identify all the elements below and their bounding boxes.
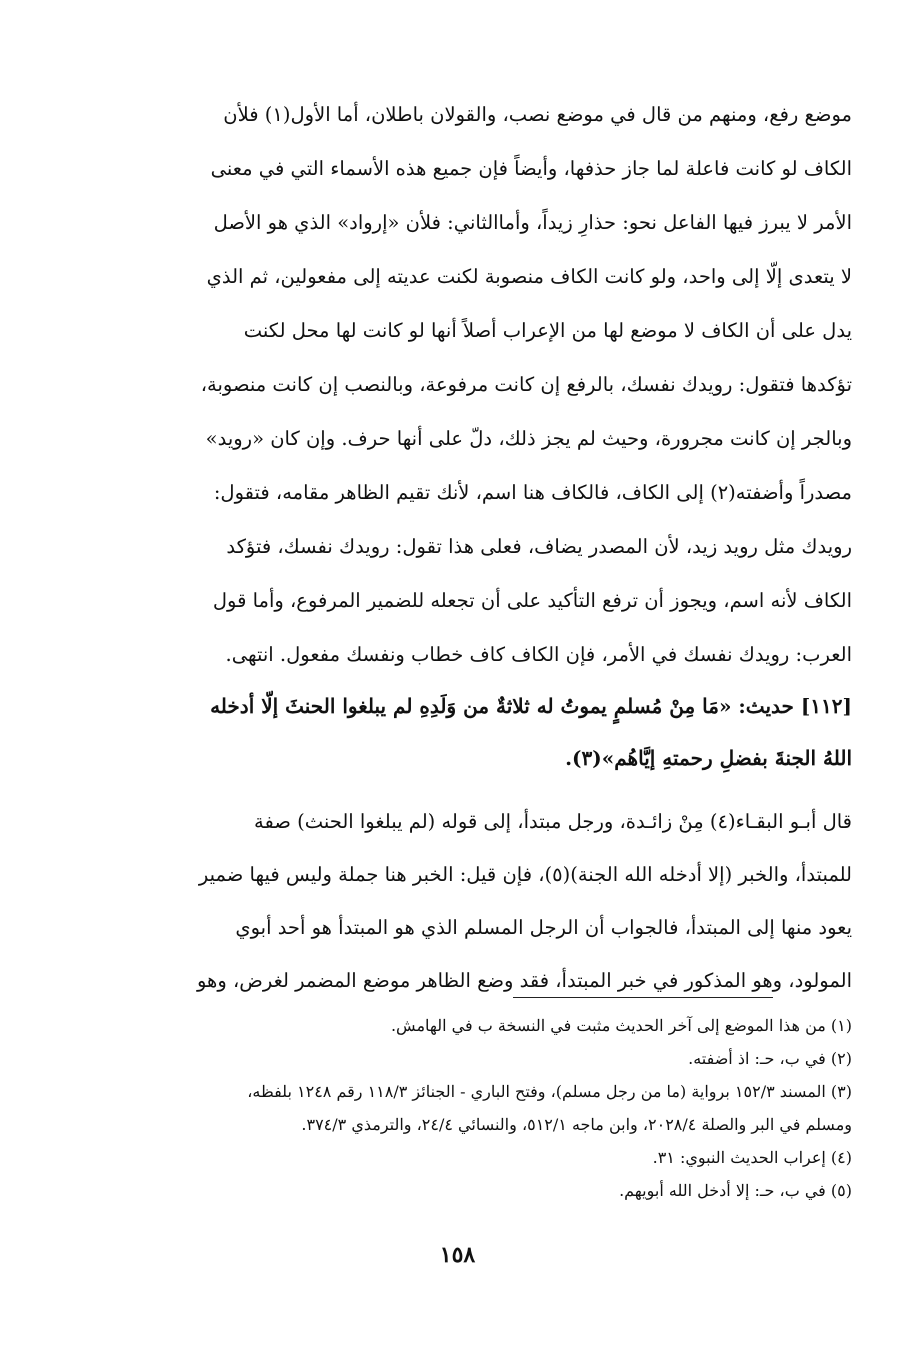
text-line: الكاف لو كانت فاعلة لما جاز حذفها، وأيضاً فإن جميع هذه الأسماء التي في معنى <box>210 157 852 180</box>
text-line: وبالجر إن كانت مجرورة، وحيث لم يجز ذلك، دلّ على أنها حرف. وإن كان «رويد» <box>205 427 852 450</box>
main-paragraph <box>62 88 852 682</box>
page-number: ١٥٨ <box>439 1242 476 1268</box>
footnote-continuation: ومسلم في البر والصلة ٢٠٢٨/٤، وابن ماجه ٥١٢/١، والنسائي ٢٤/٤، والترمذي ٣٧٤/٣. <box>301 1115 852 1134</box>
hadith-line: اللهُ الجنةَ بفضلِ رحمتهِ إيَّاهُم»(٣). <box>565 746 852 770</box>
text-line: الكاف لأنه اسم، ويجوز أن ترفع التأكيد على أن تجعله للضمير المرفوع، وأما قول <box>212 589 852 612</box>
text-line: موضع رفع، ومنهم من قال في موضع نصب، والقولان باطلان، أما الأول(١) فلأن <box>223 103 852 126</box>
hadith-line: [١١٢] حديث: «مَا مِنْ مُسلمٍ يموتُ له ثلاثةٌ من وَلَدِهِ لم يبلغوا الحنثَ إلّا أدخله <box>210 694 852 718</box>
text-line: لا يتعدى إلّا إلى واحد، ولو كانت الكاف منصوبة لكنت عديته إلى مفعولين، ثم الذي <box>206 265 852 288</box>
footnote: (٣) المسند ١٥٢/٣ برواية (ما من رجل مسلم)، وفتح الباري - الجنائز ١١٨/٣ رقم ١٢٤٨ بلفظه، <box>247 1082 852 1101</box>
footnote: (٥) في ب، حـ: إلا أدخل الله أبويهم. <box>619 1181 852 1200</box>
text-line: المولود، وهو المذكور في خبر المبتدأ، فقد وضع الظاهر موضع المضمر لغرض، وهو <box>196 969 852 992</box>
footnote: (١) من هذا الموضع إلى آخر الحديث مثبت في النسخة ب في الهامش. <box>390 1016 852 1035</box>
footnote: (٢) في ب، حـ: اذ أضفته. <box>688 1049 852 1068</box>
footnotes <box>62 1009 852 1207</box>
hadith-heading <box>62 680 852 784</box>
footnote: (٤) إعراب الحديث النبوي: ٣١. <box>652 1148 852 1167</box>
text-line: تؤكدها فتقول: رويدك نفسك، بالرفع إن كانت مرفوعة، وبالنصب إن كانت منصوبة، <box>200 373 852 396</box>
text-line: قال أبـو البقـاء(٤) مِنْ زائـدة، ورجل مبتدأ، إلى قوله (لم يبلغوا الحنث) صفة <box>254 810 852 833</box>
text-line: يعود منها إلى المبتدأ، فالجواب أن الرجل المسلم الذي هو المبتدأ هو أحد أبوي <box>235 916 852 939</box>
commentary-paragraph <box>62 795 852 1007</box>
footnote-divider <box>513 997 773 998</box>
text-line: الأمر لا يبرز فيها الفاعل نحو: حذارِ زيداً، وأماالثاني: فلأن «إرواد» الذي هو الأصل <box>213 211 852 234</box>
text-line: رويدك مثل رويد زيد، لأن المصدر يضاف، فعلى هذا تقول: رويدك نفسك، فتؤكد <box>226 535 852 558</box>
text-line: للمبتدأ، والخبر (إلا أدخله الله الجنة)(٥)، فإن قيل: الخبر هنا جملة وليس فيها ضمير <box>198 863 852 886</box>
text-line: مصدراً وأضفته(٢) إلى الكاف، فالكاف هنا اسم، لأنك تقيم الظاهر مقامه، فتقول: <box>213 481 852 504</box>
text-line: العرب: رويدك نفسك في الأمر، فإن الكاف كاف خطاب ونفسك مفعول. انتهى. <box>225 643 852 666</box>
text-line: يدل على أن الكاف لا موضع لها من الإعراب أصلاً أنها لو كانت لها محل لكنت <box>243 319 852 342</box>
